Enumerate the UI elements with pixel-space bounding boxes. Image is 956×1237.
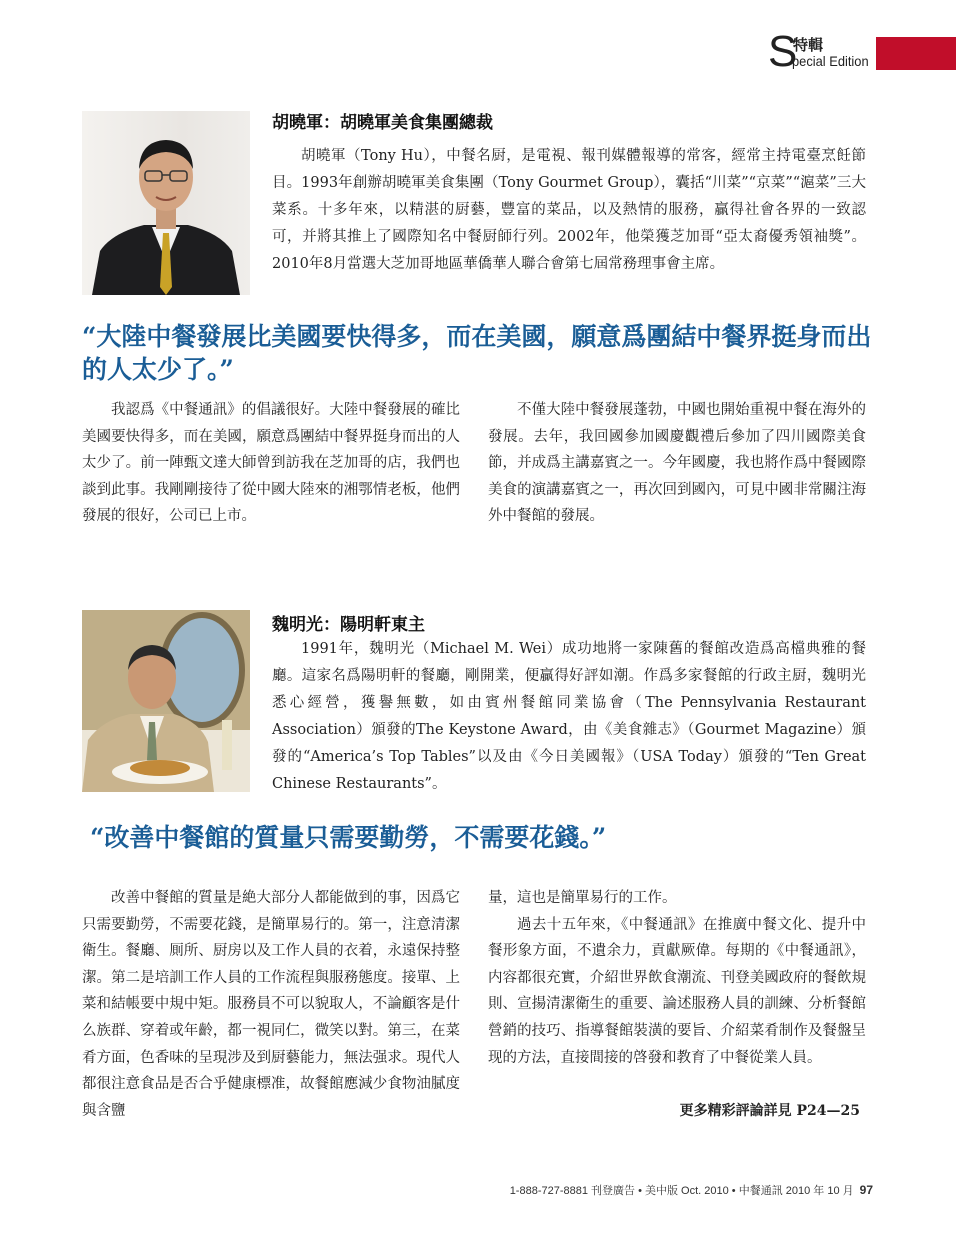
section-color-bar [876,37,956,70]
page-number: 97 [859,1183,873,1197]
portrait-photo-tony-hu [82,111,250,295]
section-initial-letter: S [768,27,798,76]
page-footer [420,1182,873,1198]
portrait-photo-michael-wei [82,610,250,792]
section-title-cn: 特輯 [793,36,824,54]
article-paragraph: 過去十五年來，《中餐通訊》在推廣中餐文化、提升中餐形象方面，不遺余力，貢獻厥偉。每期的《中餐通訊》，内容都很充實，介紹世界飲食潮流、刊登美國政府的餐飲規則、宣揚清潔衛生的重要、論述服務人員的訓練、分析餐館營銷的技巧、指導餐館裝潢的要旨、介紹菜肴制作及餐盤呈现的方法，直接間接的啓發和教育了中餐從業人員。 [488,916,866,1066]
article-column-right [488,397,866,530]
pull-quote: “大陸中餐發展比美國要快得多，而在美國，願意爲團結中餐界挺身而出的人太少了。” [82,322,872,384]
article-paragraph: 我認爲《中餐通訊》的倡議很好。大陸中餐發展的確比美國要快得多，而在美國，願意爲團結中餐界挺身而出的人太少了。前一陣甄文達大師曾到訪我在芝加哥的店，我們也談到此事。我剛剛接待了從中國大陸來的湘鄂情老板，他們發展的很好，公司已上市。 [82,402,460,525]
profile-name-title: 魏明光：陽明軒東主 [272,615,425,635]
article-column-left [82,397,460,530]
article-paragraph-continued: 量，這也是簡單易行的工作。 [488,890,677,906]
section-title-en: pecial Edition [792,53,869,69]
profile-name-title: 胡曉軍：胡曉軍美食集團總裁 [272,113,493,133]
profile-bio: 胡曉軍（Tony Hu），中餐名厨，是電視、報刊媒體報導的常客，經常主持電臺烹飪節目。1993年創辦胡曉軍美食集團（Tony Gourmet Group），囊括“川菜”“京菜”“滬菜”三大菜系。十多年來，以精湛的厨藝，豐富的菜品，以及熱情的服務，贏得社會各界的一致認可，并將其推上了國際知名中餐厨師行列。2002年，他榮獲芝加哥“亞太裔優秀領袖獎”。2010年8月當選大芝加哥地區華僑華人聯合會第七屆常務理事會主席。 [272,148,866,272]
pull-quote: “改善中餐館的質量只需要勤勞，不需要花錢。” [90,823,607,852]
article-column-left [82,885,460,1124]
article-column-right [488,885,866,1071]
footer-info: 1-888-727-8881 刊登廣告 • 美中版 Oct. 2010 • 中餐通訊 2010 年 10 月 [509,1185,854,1197]
article-paragraph: 不僅大陸中餐發展蓬勃，中國也開始重視中餐在海外的發展。去年，我回國參加國慶觀禮后參加了四川國際美食節，并成爲主講嘉賓之一。今年國慶，我也將作爲中餐國際美食的演講嘉賓之一，再次回到國內，可見中國非常關注海外中餐館的發展。 [488,402,866,525]
article-paragraph: 改善中餐館的質量是絶大部分人都能做到的事，因爲它只需要勤勞，不需要花錢，是簡單易行的。第一，注意清潔衛生。餐廳、厠所、厨房以及工作人員的衣着，永遠保持整潔。第二是培訓工作人員的工作流程與服務態度。接單、上菜和結帳要中規中矩。服務員不可以貌取人，不論顧客是什么族群、穿着或年齡，都一視同仁，微笑以對。第三，在菜肴方面，色香味的呈現涉及到厨藝能力，無法强求。現代人都很注意食品是否合乎健康標准，故餐館應減少食物油膩度與含鹽 [82,890,460,1119]
profile-bio: 1991年，魏明光（Michael M. Wei）成功地將一家陳舊的餐館改造爲高檔典雅的餐廳。這家名爲陽明軒的餐廳，剛開業，便贏得好評如潮。作爲多家餐館的行政主厨，魏明光悉心經營，獲譽無數，如由賓州餐館同業協會（The Pennsylvania Restaurant Association）頒發的The Keystone Award，由《美食雜志》（Gourmet Magazine）頒發的“America’s Top Tables”以及由《今日美國報》（USA Today）頒發的“Ten Great Chinese Restaurants”。 [272,641,866,792]
more-reviews-reference: 更多精彩評論詳見 P24—25 [679,1103,860,1119]
